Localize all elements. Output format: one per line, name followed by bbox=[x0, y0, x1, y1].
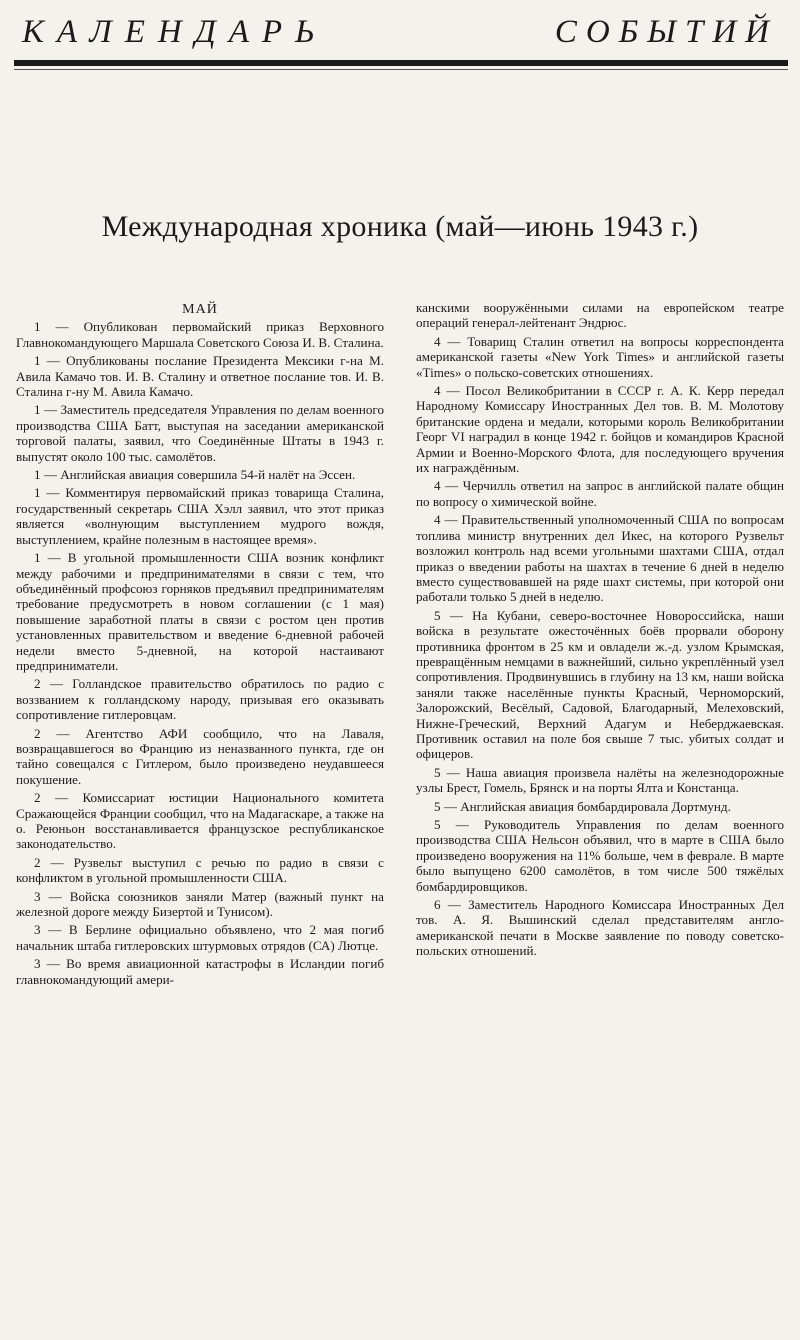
chronicle-entry: 1 — Заместитель председателя Управления по делам военного производства США Батт, выступая на заседании американской торговой палаты, заявил, что Соединённые Штаты в 1943 г. выпустят около 100 тыс. самолётов. bbox=[16, 402, 384, 464]
chronicle-entry: 4 — Посол Великобритании в СССР г. А. К. Керр передал Народному Комиссару Иностранных Дел тов. В. М. Молотову британские ордена и медали, которыми король Великобритании Георг VI наградил в конце 1942 г. бойцов и командиров Красной Армии и Военно-Морского Флота, для последующего вручения их награждённым. bbox=[416, 383, 784, 476]
chronicle-entry: 5 — Руководитель Управления по делам военного производства США Нельсон объявил, что в марте в США было произведено вооружения на 11% больше, чем в феврале. В марте было выпущено 6200 самолётов, в том числе 500 тяжёлых бомбардировщиков. bbox=[416, 817, 784, 894]
header-rule-thick bbox=[14, 60, 788, 66]
chronicle-entry: 3 — Во время авиационной катастрофы в Исландии погиб главнокомандующий амери- bbox=[16, 956, 384, 987]
left-column bbox=[16, 302, 384, 990]
chronicle-entry: 5 — Английская авиация бомбардировала Дортмунд. bbox=[434, 798, 731, 814]
chronicle-entry: 3 — В Берлине официально объявлено, что 2 мая погиб начальник штаба гитлеровских штурмовых отрядов (СА) Лютце. bbox=[16, 922, 384, 953]
chronicle-entry: 4 — Черчилль ответил на запрос в английской палате общин по вопросу о химической войне. bbox=[416, 478, 784, 509]
chronicle-entry: 1 — Комментируя первомайский приказ товарища Сталина, государственный секретарь США Хэлл заявил, что этот приказ является «волнующим выступлением мудрого вождя, выступлением, крайне полезным в настоящее время». bbox=[16, 485, 384, 547]
chronicle-entry: 4 — Правительственный уполномоченный США по вопросам топлива министр внутренних дел Икес, на которого Рузвельт возложил контроль над всеми угольными шахтами США, отдал приказ о введении работы на шахтах в течение 6 дней в неделю вместо существовавшей на ряде шахт системы, при которой они работали только 5 дней в неделю. bbox=[416, 512, 784, 605]
right-column bbox=[416, 300, 784, 962]
chronicle-entry: канскими вооружёнными силами на европейском театре операций генерал-лейтенант Эндрюс. bbox=[416, 300, 784, 331]
header-left: КАЛЕНДАРЬ bbox=[22, 14, 328, 50]
chronicle-entry: 1 — Опубликован первомайский приказ Верховного Главнокомандующего Маршала Советского Союза И. В. Сталина. bbox=[16, 319, 384, 350]
chronicle-entry: 1 — Английская авиация совершила 54-й налёт на Эссен. bbox=[34, 467, 356, 483]
chronicle-entry: 2 — Голландское правительство обратилось по радио с воззванием к голландскому народу, призывая его оказывать сопротивление гитлеровцам. bbox=[16, 676, 384, 723]
chronicle-entry: 2 — Рузвельт выступил с речью по радио в связи с конфликтом в угольной промышленности США. bbox=[16, 854, 384, 886]
chronicle-entry: 2 — Комиссариат юстиции Национального комитета Сражающейся Франции сообщил, что на Мадагаскаре, а также на о. Реюньон восстанавливается французское республиканское законодательство. bbox=[16, 790, 384, 852]
chronicle-entry: 3 — Войска союзников заняли Матер (важный пункт на железной дороге между Бизертой и Тунисом). bbox=[16, 888, 384, 920]
page-title: Международная хроника (май—июнь 1943 г.) bbox=[101, 210, 699, 243]
chronicle-entry: 4 — Товарищ Сталин ответил на вопросы корреспондента американской газеты «New York Times» и английской газеты «Times» о польско-советских отношениях. bbox=[416, 333, 784, 380]
chronicle-entry: 1 — Опубликованы послание Президента Мексики г-на М. Авила Камачо тов. И. В. Сталину и ответное послание тов. И. В. Сталина г-ну М. Авила Камачо. bbox=[16, 353, 384, 400]
chronicle-entry: 2 — Агентство АФИ сообщило, что на Лаваля, возвращавшегося во Францию из неназванного пункта, где он тайно совещался с Гитлером, было произведено неудавшееся покушение. bbox=[16, 725, 384, 787]
section-header bbox=[22, 14, 778, 54]
chronicle-entry: 5 — На Кубани, северо-восточнее Новороссийска, наши войска в результате ожесточённых боёв прорвали оборону противника фронтом в 25 км и овладели ж.-д. узлом Крымская, превращённым немцами в важнейший, сильно укреплённый узел сопротивления. Продвинувшись в глубину на 13 км, наши войска заняли также населённые пункты Красный, Черноморский, Залорожский, Весёлый, Садовой, Благодарный, Мелеховский, Нижне-Греческий, Верхний Адагум и Неберджаевская. Противник оставил на поле боя свыше 7 тыс. убитых солдат и офицеров. bbox=[416, 607, 784, 762]
chronicle-entry: 6 — Заместитель Народного Комиссара Иностранных Дел тов. А. Я. Вышинский сделал представителям англо-американской печати в Москве заявление по поводу советско-польских отношений. bbox=[416, 897, 784, 959]
month-heading: МАЙ bbox=[182, 302, 218, 317]
header-rule-thin bbox=[14, 69, 788, 70]
header-right: СОБЫТИЙ bbox=[554, 14, 778, 50]
chronicle-entry: 5 — Наша авиация произвела налёты на железнодорожные узлы Брест, Гомель, Брянск и на порты Ялта и Констанца. bbox=[416, 764, 784, 796]
chronicle-entry: 1 — В угольной промышленности США возник конфликт между рабочими и предпринимателями в связи с тем, что объединённый профсоюз горняков предъявил предпринимателям требование предусмотреть в новом соглашении (с 1 мая) повышение заработной платы в связи с ростом цен против установленных правительством и введение 6-дневной рабочей недели вместо 5-дневной, на которой настаивают предприниматели. bbox=[16, 550, 384, 673]
